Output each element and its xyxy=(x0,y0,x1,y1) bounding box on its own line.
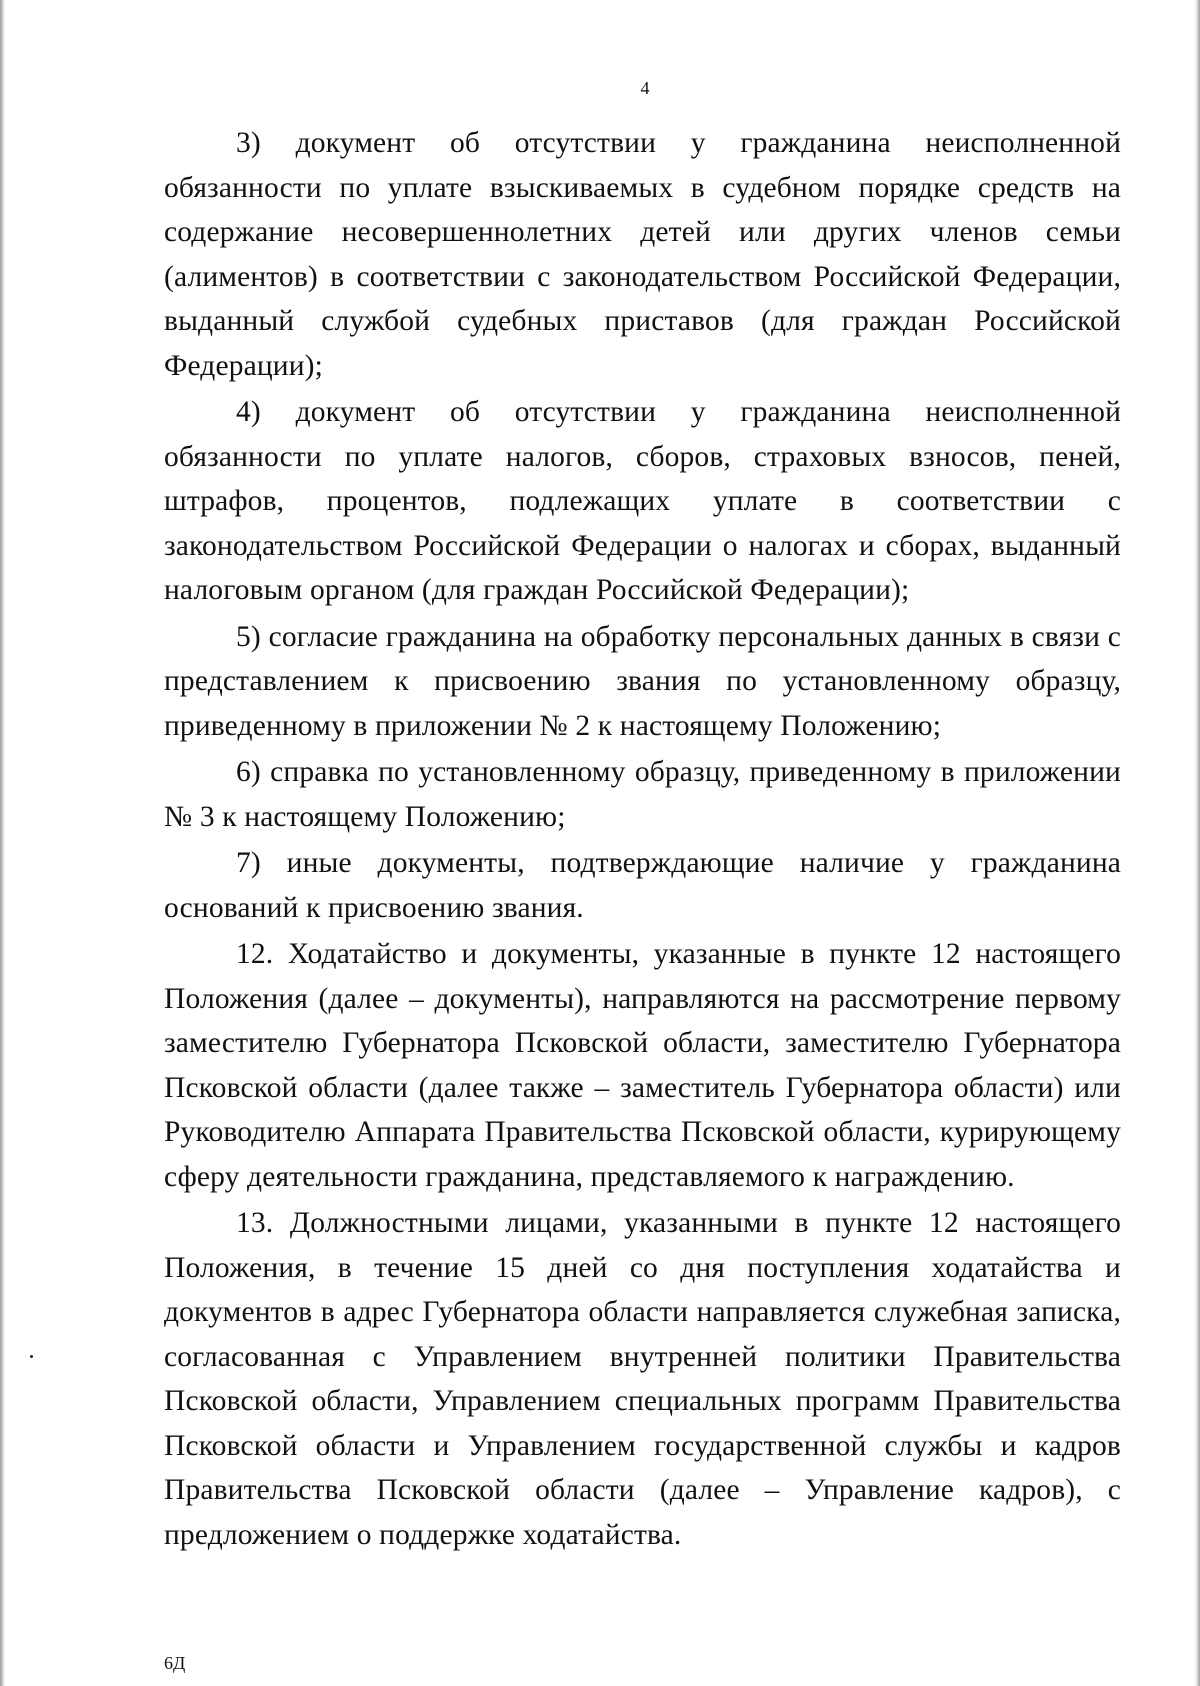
paragraph-clause-12: 12. Ходатайство и документы, указанные в пункте 12 настоящего Положения (далее – документы), направляются на рассмотрение первому заместителю Губернатора Псковской области, заместителю Губернатора Псковской области (далее также – заместитель Губернатора области) или Руководителю Аппарата Правительства Псковской области, курирующему сферу деятельности гражданина, представляемого к награждению. xyxy=(164,938,1121,1193)
footer-code: 6Д xyxy=(164,1653,186,1673)
paragraph-item-6: 6) справка по установленному образцу, приведенному в приложении № 3 к настоящему Положению; xyxy=(164,756,1121,833)
paragraph-item-3: 3) документ об отсутствии у гражданина неисполненной обязанности по уплате взыскиваемых в судебном порядке средств на содержание несовершеннолетних детей или других членов семьи (алиментов) в соответствии с законодательством Российской Федерации, выданный службой судебных приставов (для граждан Российской Федерации); xyxy=(164,127,1121,382)
margin-speck xyxy=(30,1355,33,1358)
page-number: 4 xyxy=(640,78,650,98)
scan-edge-right xyxy=(1195,0,1200,1686)
paragraph-clause-13: 13. Должностными лицами, указанными в пункте 12 настоящего Положения, в течение 15 дней со дня поступления ходатайства и документов в адрес Губернатора области направляется служебная записка, согласованная с Управлением внутренней политики Правительства Псковской области, Управлением специальных программ Правительства Псковской области и Управлением государственной службы и кадров Правительства Псковской области (далее – Управление кадров), с предложением о поддержке ходатайства. xyxy=(164,1207,1121,1551)
paragraph-item-7: 7) иные документы, подтверждающие наличие у гражданина оснований к присвоению звания. xyxy=(164,847,1121,924)
paragraph-item-5: 5) согласие гражданина на обработку персональных данных в связи с представлением к присвоению звания по установленному образцу, приведенному в приложении № 2 к настоящему Положению; xyxy=(164,620,1121,742)
paragraph-item-4: 4) документ об отсутствии у гражданина неисполненной обязанности по уплате налогов, сборов, страховых взносов, пеней, штрафов, процентов, подлежащих уплате в соответствии с законодательством Российской Федерации о налогах и сборах, выданный налоговым органом (для граждан Российской Федерации); xyxy=(164,396,1121,606)
scan-edge-left xyxy=(0,0,5,1686)
document-body xyxy=(164,121,1121,1559)
